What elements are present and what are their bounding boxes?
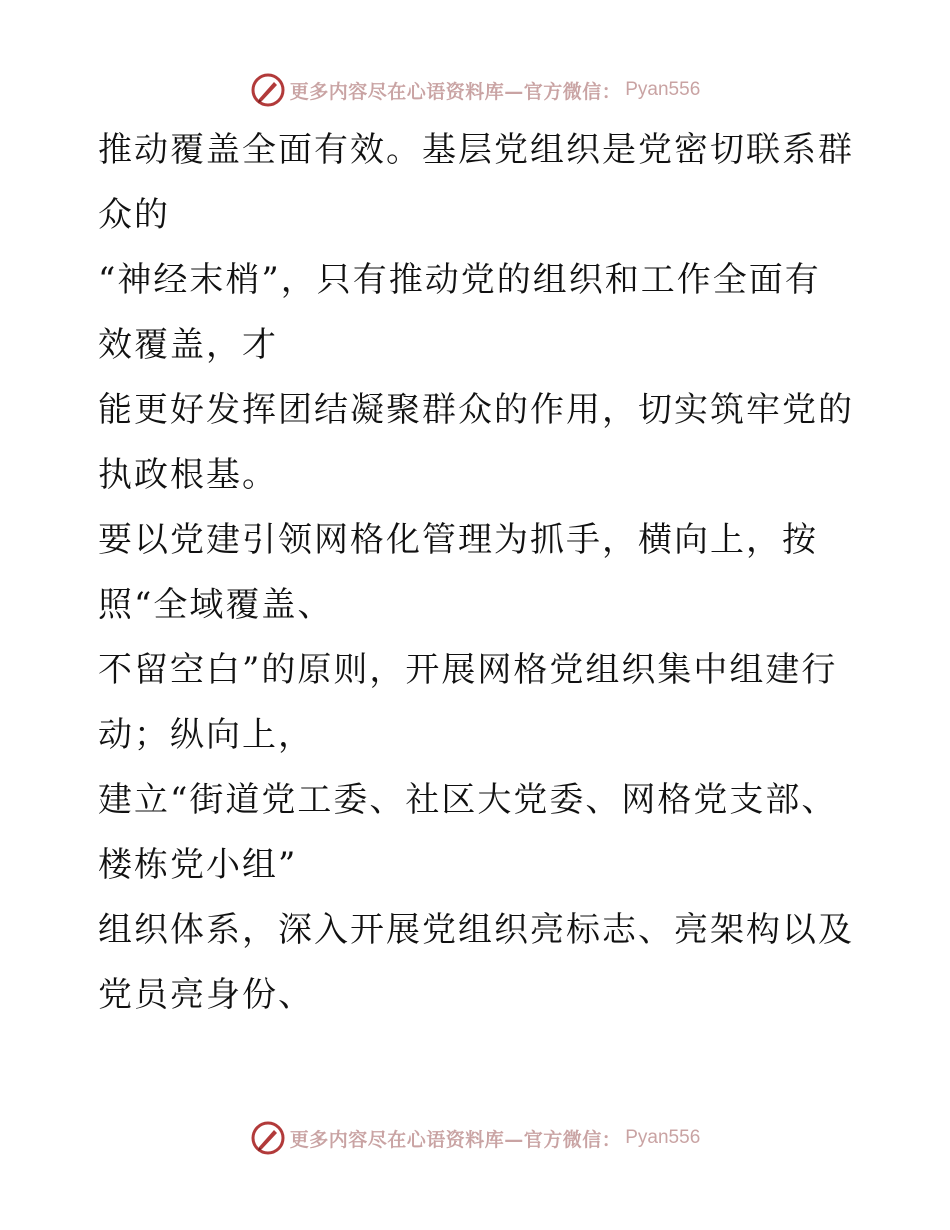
text-line: 动；纵向上， (98, 715, 314, 755)
text-line: 建立“街道党工委、社区大党委、网格党支部、 (98, 780, 838, 820)
footer-watermark (0, 1118, 950, 1158)
text-line: 效覆盖，才 (98, 325, 278, 365)
text-line: 众的 (98, 195, 170, 235)
text-line: 照“全域覆盖、 (98, 585, 334, 625)
text-line: 推动覆盖全面有效。基层党组织是党密切联系群 (98, 130, 854, 170)
document-body (98, 118, 854, 1028)
header-watermark-text: 更多内容尽在心语资料库—官方微信： (289, 80, 622, 103)
footer-watermark-text: 更多内容尽在心语资料库—官方微信： (289, 1128, 622, 1151)
header-wechat-id: Pyan556 (625, 79, 701, 100)
text-line: 能更好发挥团结凝聚群众的作用，切实筑牢党的 (98, 390, 854, 430)
pen-logo-icon (250, 1120, 286, 1156)
text-line: “神经末梢”，只有推动党的组织和工作全面有 (98, 260, 821, 300)
text-line: 党员亮身份、 (98, 975, 314, 1015)
text-line: 执政根基。 (98, 455, 278, 495)
footer-wechat-id: Pyan556 (625, 1127, 701, 1148)
pen-logo-icon (250, 72, 286, 108)
text-line: 不留空白”的原则，开展网格党组织集中组建行 (98, 650, 838, 690)
text-line: 楼栋党小组” (98, 845, 298, 885)
text-line: 组织体系，深入开展党组织亮标志、亮架构以及 (98, 910, 854, 950)
text-line: 要以党建引领网格化管理为抓手，横向上，按 (98, 520, 818, 560)
header-watermark (0, 70, 950, 110)
